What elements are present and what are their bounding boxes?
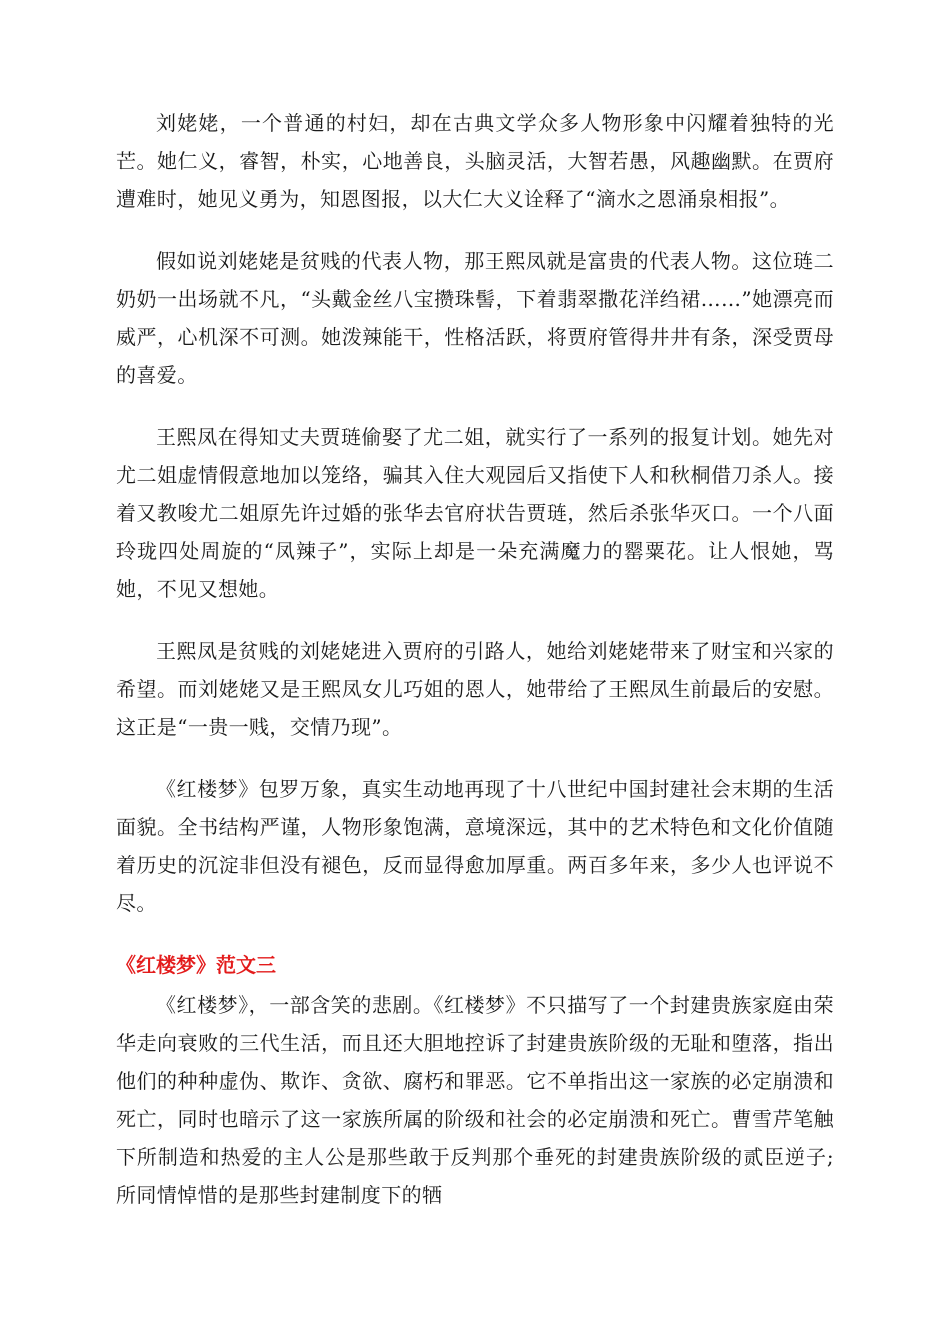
document-page [116, 104, 834, 1214]
paragraph-guide-and-benefactor: 王熙凤是贫贱的刘姥姥进入贾府的引路人，她给刘姥姥带来了财宝和兴家的希望。而刘姥姥又是王熙凤女儿巧姐的恩人，她带给了王熙凤生前最后的安慰。这正是“一贵一贱，交情乃现”。 [116, 639, 834, 739]
section-paragraph: 《红楼梦》，一部含笑的悲剧。《红楼梦》不只描写了一个封建贵族家庭由荣华走向衰败的三代生活，而且还大胆地控诉了封建贵族阶级的无耻和堕落，指出他们的种种虚伪、欺诈、贪欲、腐朽和罪恶。它不单指出这一家族的必定崩溃和死亡，同时也暗示了这一家族所属的阶级和社会的必定崩溃和死亡。曹雪芹笔触下所制造和热爱的主人公是那些敢于反判那个垂死的封建贵族阶级的贰臣逆子;所同情悼惜的是那些封建制度下的牺 [116, 993, 834, 1207]
paragraph-liu-laolao: 刘姥姥，一个普通的村妇，却在古典文学众多人物形象中闪耀着独特的光芒。她仁义，睿智，朴实，心地善良，头脑灵活，大智若愚，风趣幽默。在贾府遭难时，她见义勇为，知恩图报，以大仁大义诠释了“滴水之恩涌泉相报”。 [116, 111, 834, 211]
paragraph-conclusion: 《红楼梦》包罗万象，真实生动地再现了十八世纪中国封建社会末期的生活面貌。全书结构严谨，人物形象饱满，意境深远，其中的艺术特色和文化价值随着历史的沉淀非但没有褪色，反而显得愈加厚重。两百多年来，多少人也评说不尽。 [116, 777, 834, 915]
paragraph-wang-xifeng-revenge: 王熙凤在得知丈夫贾琏偷娶了尤二姐，就实行了一系列的报复计划。她先对尤二姐虚情假意地加以笼络，骗其入住大观园后又指使下人和秋桐借刀杀人。接着又教唆尤二姐原先许过婚的张华去官府状告贾琏，然后杀张华灭口。一个八面玲珑四处周旋的“凤辣子”，实际上却是一朵充满魔力的罂粟花。让人恨她，骂她，不见又想她。 [116, 425, 834, 601]
section-heading: 《红楼梦》范文三 [116, 953, 276, 977]
paragraph-wang-xifeng-intro: 假如说刘姥姥是贫贱的代表人物，那王熙凤就是富贵的代表人物。这位琏二奶奶一出场就不凡，“头戴金丝八宝攒珠髻，下着翡翠撒花洋绉裙……”她漂亮而威严，心机深不可测。她泼辣能干，性格活跃，将贾府管得井井有条，深受贾母的喜爱。 [116, 249, 834, 387]
